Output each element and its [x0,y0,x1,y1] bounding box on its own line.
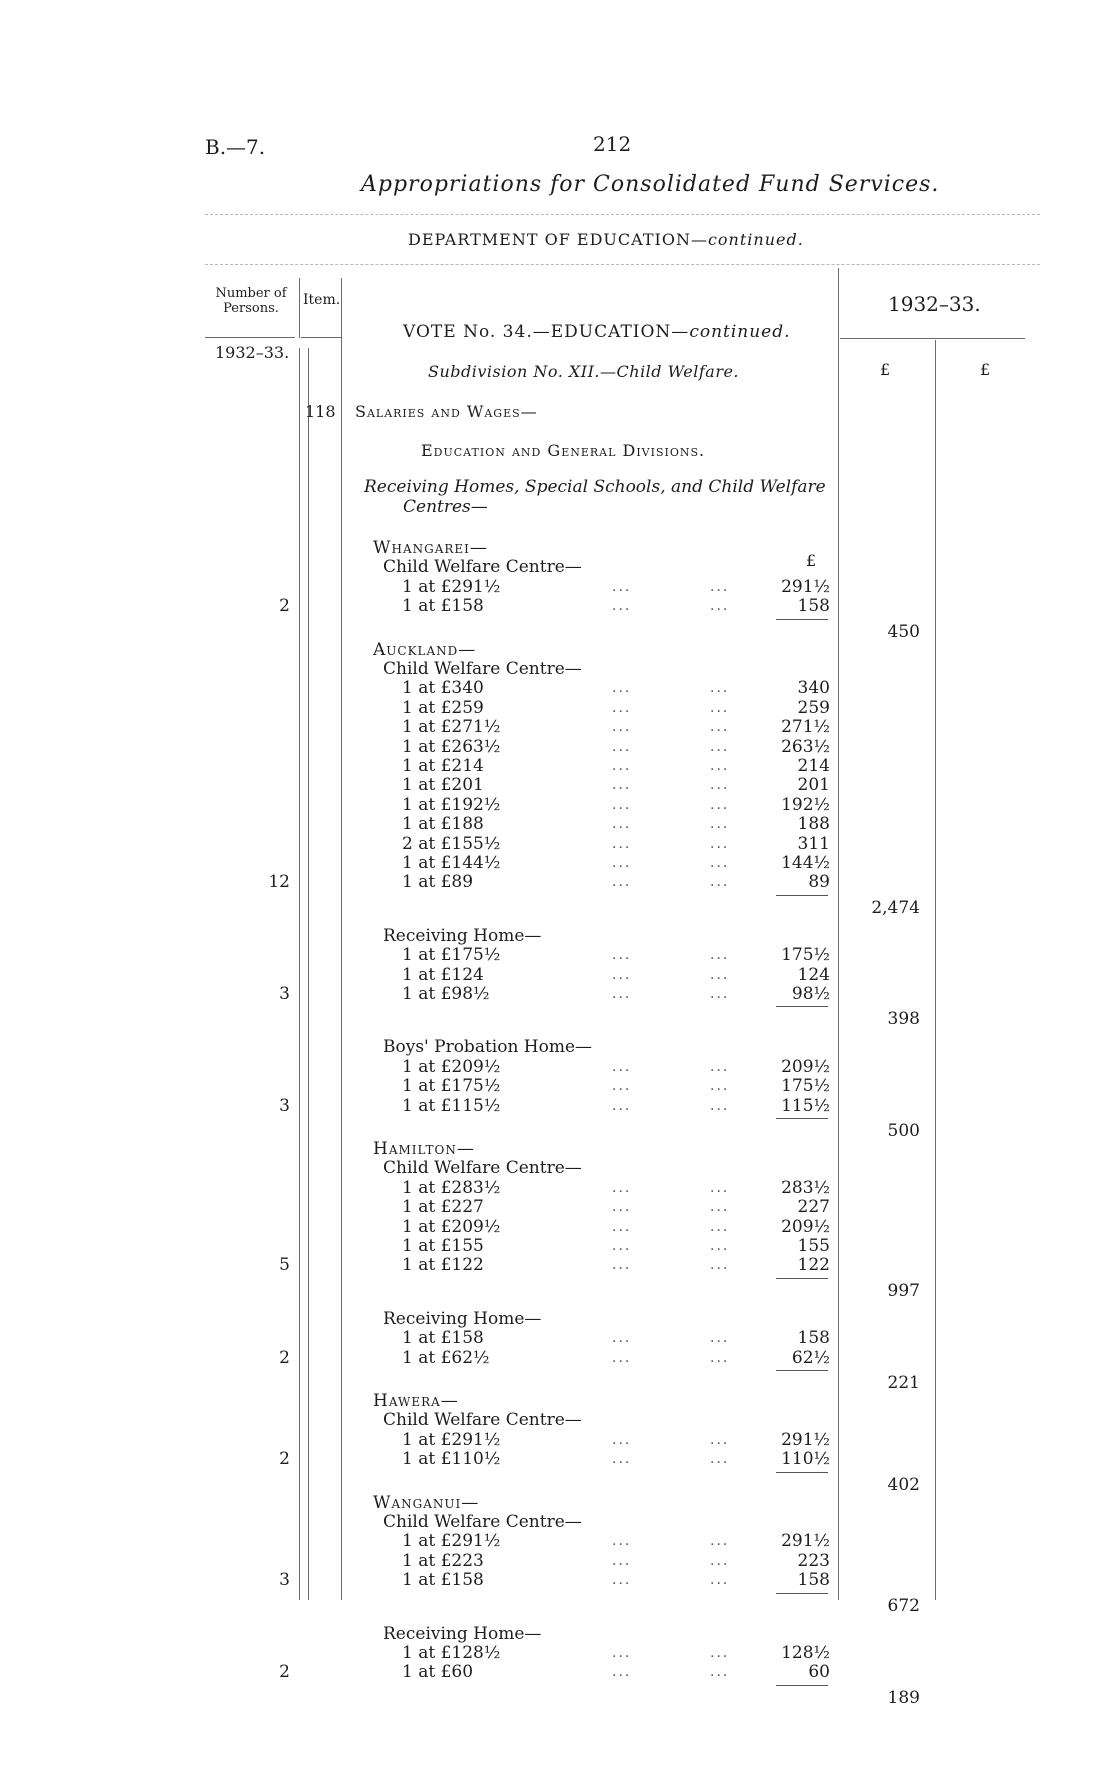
dot-leader: ... [612,1664,632,1681]
pound-sign-subcolumn: £ [806,551,817,570]
dot-leader: ... [710,1533,730,1550]
salary-amount: 128½ [781,1643,830,1663]
dot-leader: ... [710,855,730,871]
salary-line: 1 at £192½ [402,794,501,815]
salary-amount: 209½ [781,1216,830,1237]
group-heading: Child Welfare Centre— [383,659,582,679]
dot-leader: ... [612,986,632,1002]
persons-count: 2 [279,1347,290,1368]
salary-line: 1 at £124 [402,964,484,985]
salary-line: 1 at £188 [402,814,484,835]
salary-amount: 311 [797,833,830,854]
dot-leader: ... [710,719,730,736]
dot-leader: ... [710,699,730,716]
salaries-heading: Salaries and Wages— [355,402,538,421]
pound-sign-col1: £ [880,360,891,379]
place-heading: Wanganui— [373,1492,480,1513]
dot-leader: ... [710,947,730,964]
dot-leader: ... [710,874,730,891]
salary-amount: 263½ [781,736,830,757]
dot-leader: ... [612,1552,632,1569]
dot-leader: ... [612,1431,632,1448]
column-rule [299,278,300,338]
salary-amount: 283½ [781,1177,830,1198]
salary-amount: 175½ [781,1076,830,1097]
salary-amount: 124 [797,964,830,985]
dot-leader: ... [710,1238,730,1254]
salary-line: 1 at £201 [402,775,484,796]
group-total: 402 [887,1474,920,1495]
salary-amount: 158 [797,596,830,617]
salary-line: 1 at £98½ [402,984,490,1004]
number-of-persons-heading: Number of Persons. [215,286,287,316]
salary-amount: 115½ [781,1095,830,1116]
salary-amount: 122 [797,1255,830,1276]
year-heading-left: 1932–33. [215,343,290,362]
group-heading: Child Welfare Centre— [383,1158,582,1179]
salary-amount: 214 [797,756,830,776]
persons-count: 12 [268,872,290,893]
persons-heading-rule [205,337,295,338]
dot-leader: ... [710,1199,730,1216]
salary-amount: 175½ [781,945,830,966]
salary-amount: 89 [808,872,830,893]
dot-leader: ... [710,1645,730,1661]
salary-line: 1 at £122 [402,1255,484,1276]
group-heading: Receiving Home— [383,925,542,946]
salary-amount: 209½ [781,1056,830,1077]
divisions-heading: Education and General Divisions. [421,441,706,460]
dot-leader: ... [612,855,632,871]
dot-leader: ... [612,699,632,716]
salary-amount: 271½ [781,717,830,738]
salary-line: 1 at £155 [402,1236,484,1256]
salary-line: 1 at £62½ [402,1347,490,1368]
dot-leader: ... [710,1552,730,1569]
salary-amount: 144½ [781,853,830,873]
dot-leader: ... [612,738,632,755]
salary-line: 1 at £158 [402,1328,484,1349]
dot-leader: ... [612,816,632,833]
pound-sign-col2: £ [980,360,991,379]
dot-leader: ... [612,966,632,983]
salary-line: 1 at £227 [402,1197,484,1218]
salary-amount: 62½ [791,1347,830,1368]
dot-leader: ... [612,1572,632,1589]
dot-leader: ... [612,1451,632,1468]
place-heading: Auckland— [373,639,477,660]
dot-leader: ... [612,1330,632,1347]
salary-amount: 98½ [791,984,830,1004]
salary-line: 1 at £144½ [402,853,501,873]
dot-leader: ... [612,1533,632,1550]
dot-leader: ... [710,835,730,852]
salary-amount: 155 [797,1236,830,1256]
dot-leader: ... [710,1349,730,1366]
persons-count: 3 [279,984,290,1004]
salary-amount: 201 [797,775,830,796]
dot-leader: ... [710,1572,730,1589]
salary-amount: 60 [808,1662,830,1683]
header-rule [205,214,1040,215]
salary-amount: 259 [797,697,830,718]
subtotal-rule [776,1278,828,1279]
dot-leader: ... [710,1451,730,1468]
column-rule [299,348,300,1600]
dot-leader: ... [612,835,632,852]
salary-amount: 158 [797,1570,830,1591]
persons-count: 2 [279,1662,290,1683]
dot-leader: ... [710,1330,730,1347]
salary-line: 1 at £115½ [402,1095,501,1116]
dot-leader: ... [612,1238,632,1254]
place-heading: Hawera— [373,1391,459,1411]
dot-leader: ... [710,1058,730,1075]
subtotal-rule [776,619,828,620]
dot-leader: ... [710,986,730,1002]
salary-amount: 291½ [781,1531,830,1552]
salary-line: 1 at £291½ [402,1531,501,1552]
vote-title: VOTE No. 34.—EDUCATION—continued. [403,322,791,342]
salary-amount: 110½ [781,1449,830,1470]
dot-leader: ... [710,1179,730,1196]
subdivision-title: Subdivision No. XII.—Child Welfare. [428,362,740,381]
dot-leader: ... [710,966,730,983]
subtotal-rule [776,895,828,896]
persons-count: 2 [279,1449,290,1470]
salary-amount: 227 [797,1197,830,1218]
item-number: 118 [305,402,336,421]
salary-line: 1 at £223 [402,1550,484,1571]
persons-count: 5 [279,1255,290,1276]
salary-line: 1 at £175½ [402,945,501,966]
column-rule [308,348,309,1600]
salary-line: 1 at £214 [402,756,484,776]
receiving-homes-heading-line2: Centres— [403,497,488,517]
group-heading: Child Welfare Centre— [383,557,582,578]
dot-leader: ... [710,738,730,755]
dot-leader: ... [612,1097,632,1114]
salary-amount: 291½ [781,576,830,597]
place-heading: Whangarei— [373,538,488,558]
salary-amount: 158 [797,1328,830,1349]
dot-leader: ... [612,947,632,964]
salary-line: 1 at £60 [402,1662,474,1683]
salary-line: 1 at £340 [402,678,484,699]
salary-line: 1 at £110½ [402,1449,501,1470]
dot-leader: ... [612,719,632,736]
salary-amount: 223 [797,1550,830,1571]
group-total: 500 [887,1121,920,1141]
table-top-rule [205,264,1040,265]
dot-leader: ... [710,758,730,774]
dot-leader: ... [612,680,632,697]
subtotal-rule [776,1685,828,1686]
dot-leader: ... [612,1078,632,1095]
dot-leader: ... [612,796,632,813]
column-rule [838,268,839,1600]
dot-leader: ... [710,1664,730,1681]
group-heading: Receiving Home— [383,1623,542,1644]
subtotal-rule [776,1006,828,1007]
dot-leader: ... [710,816,730,833]
place-heading: Hamilton— [373,1139,475,1159]
dot-leader: ... [710,1431,730,1448]
salary-line: 1 at £128½ [402,1643,501,1663]
dot-leader: ... [612,758,632,774]
salary-line: 1 at £283½ [402,1177,501,1198]
dot-leader: ... [612,874,632,891]
persons-count: 2 [279,596,290,617]
salary-amount: 291½ [781,1429,830,1450]
dot-leader: ... [612,1179,632,1196]
salary-line: 2 at £155½ [402,833,501,854]
page-title: Appropriations for Consolidated Fund Services. [361,172,940,197]
salary-amount: 192½ [781,794,830,815]
salary-line: 1 at £158 [402,596,484,617]
salary-line: 1 at £175½ [402,1076,501,1097]
group-total: 997 [887,1280,920,1301]
salary-amount: 188 [797,814,830,835]
group-total: 221 [887,1373,920,1393]
dot-leader: ... [710,578,730,595]
department-heading: DEPARTMENT OF EDUCATION—continued. [408,230,804,249]
salary-amount: 340 [797,678,830,699]
dot-leader: ... [710,1257,730,1274]
salary-line: 1 at £158 [402,1570,484,1591]
dot-leader: ... [710,1078,730,1095]
dot-leader: ... [710,1218,730,1235]
group-heading: Child Welfare Centre— [383,1512,582,1532]
group-heading: Receiving Home— [383,1308,542,1329]
page-number: 212 [593,132,632,156]
group-heading: Boys' Probation Home— [383,1037,593,1058]
dot-leader: ... [710,796,730,813]
dot-leader: ... [612,598,632,615]
salary-line: 1 at £263½ [402,736,501,757]
dot-leader: ... [612,1058,632,1075]
dot-leader: ... [612,1349,632,1366]
salary-line: 1 at £291½ [402,576,501,597]
dot-leader: ... [710,680,730,697]
column-rule [341,278,342,1600]
group-total: 398 [887,1009,920,1030]
salary-line: 1 at £209½ [402,1056,501,1077]
persons-count: 3 [279,1095,290,1116]
dot-leader: ... [710,598,730,615]
group-total: 672 [887,1595,920,1616]
item-heading: Item. [303,292,341,308]
dot-leader: ... [612,1257,632,1274]
dot-leader: ... [710,1097,730,1114]
dot-leader: ... [612,578,632,595]
dot-leader: ... [710,777,730,794]
year-heading-right: 1932–33. [888,292,981,316]
dot-leader: ... [612,1199,632,1216]
salary-line: 1 at £271½ [402,717,501,738]
subtotal-rule [776,1370,828,1371]
column-rule [935,340,936,1600]
amount-heading-rule [840,338,1025,339]
group-total: 450 [887,621,920,642]
group-total: 2,474 [871,897,920,918]
dot-leader: ... [612,777,632,794]
subtotal-rule [776,1472,828,1473]
dot-leader: ... [612,1218,632,1235]
group-heading: Child Welfare Centre— [383,1410,582,1431]
salary-line: 1 at £209½ [402,1216,501,1237]
subtotal-rule [776,1118,828,1119]
item-heading-rule [301,337,341,338]
group-total: 189 [887,1687,920,1708]
receiving-homes-heading-line1: Receiving Homes, Special Schools, and Child Welfare [364,477,826,497]
salary-line: 1 at £89 [402,872,474,893]
salary-line: 1 at £291½ [402,1429,501,1450]
document-reference: B.—7. [205,135,266,159]
persons-count: 3 [279,1570,290,1591]
salary-line: 1 at £259 [402,697,484,718]
dot-leader: ... [612,1645,632,1661]
subtotal-rule [776,1593,828,1594]
